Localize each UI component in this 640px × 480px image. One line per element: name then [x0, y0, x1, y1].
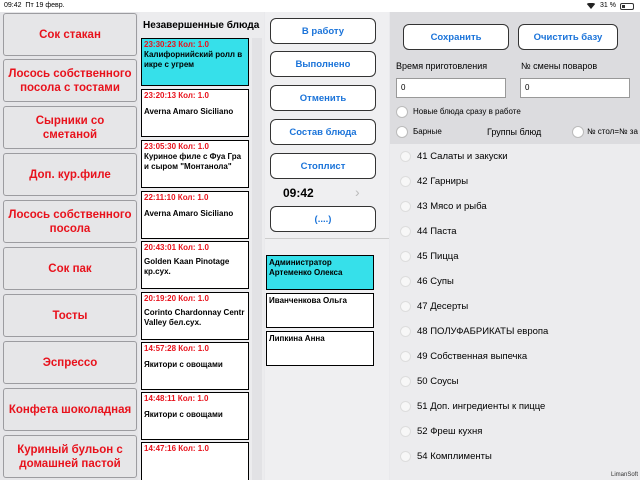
order-header: 14:47:16 Кол: 1.0 [144, 444, 209, 453]
shift-label: № смены поваров [521, 61, 598, 71]
radio-icon [400, 426, 411, 437]
order-card[interactable] [141, 342, 249, 390]
dish-button[interactable]: Конфета шоколадная [3, 388, 137, 431]
composition-button[interactable]: Состав блюда [270, 119, 376, 145]
order-name: Golden Kaan Pinotage кр.сух. [144, 257, 230, 276]
group-item[interactable] [390, 194, 640, 219]
save-button[interactable]: Сохранить [403, 24, 509, 50]
order-header: 23:30:23 Кол: 1.0 [144, 40, 209, 49]
group-label: 51 Доп. ингредиенты к пицце [417, 401, 546, 412]
order-header: 23:05:30 Кол: 1.0 [144, 142, 209, 151]
clear-db-button[interactable]: Очистить базу [518, 24, 618, 50]
group-item[interactable] [390, 219, 640, 244]
order-name: Corinto Chardonnay Centr Valley бел.сух. [144, 308, 245, 327]
group-item[interactable] [390, 369, 640, 394]
to-work-button[interactable]: В работу [270, 18, 376, 44]
group-item[interactable] [390, 144, 640, 169]
prep-time-input[interactable]: 0 [396, 78, 506, 98]
staff-item[interactable]: Иванченкова Ольга [266, 293, 374, 328]
battery-percent: 31 % [600, 2, 616, 9]
radio-icon [400, 226, 411, 237]
dish-button[interactable]: Сырники со сметаной [3, 106, 137, 149]
orders-title: Незавершенные блюда [143, 20, 260, 31]
wifi-icon [586, 3, 596, 9]
order-name: Averna Amaro Siciliano [144, 209, 234, 218]
radio-icon [400, 176, 411, 187]
radio-icon [400, 376, 411, 387]
group-item[interactable] [390, 269, 640, 294]
group-label: 46 Супы [417, 276, 454, 287]
dish-button[interactable]: Лосось собственного посола с тостами [3, 59, 137, 102]
order-card[interactable] [141, 241, 249, 289]
order-card[interactable] [141, 89, 249, 137]
radio-icon [400, 201, 411, 212]
order-header: 23:20:13 Кол: 1.0 [144, 91, 209, 100]
radio-icon [400, 251, 411, 262]
group-item[interactable] [390, 294, 640, 319]
order-header: 14:48:11 Кол: 1.0 [144, 394, 209, 403]
table-checkbox[interactable] [572, 126, 584, 138]
clock-label: 09:42 [283, 186, 314, 200]
done-button[interactable]: Выполнено [270, 51, 376, 77]
group-label: 54 Комплименты [417, 451, 492, 462]
dish-button[interactable]: Тосты [3, 294, 137, 337]
order-card[interactable] [141, 292, 249, 340]
actions-panel [265, 12, 389, 480]
group-label: 43 Мясо и рыба [417, 201, 487, 212]
cancel-button[interactable]: Отменить [270, 85, 376, 111]
group-item[interactable] [390, 444, 640, 469]
order-header: 20:43:01 Кол: 1.0 [144, 243, 209, 252]
radio-icon [400, 301, 411, 312]
shift-number-input[interactable]: 0 [520, 78, 630, 98]
dish-button[interactable]: Сок пак [3, 247, 137, 290]
order-card[interactable] [141, 442, 249, 480]
group-label: 45 Пицца [417, 251, 459, 262]
order-card[interactable] [141, 140, 249, 188]
order-header: 14:57:28 Кол: 1.0 [144, 344, 209, 353]
group-label: 41 Салаты и закуски [417, 151, 508, 162]
group-item[interactable] [390, 244, 640, 269]
group-label: 52 Фреш кухня [417, 426, 483, 437]
group-label: 47 Десерты [417, 301, 469, 312]
radio-icon [400, 401, 411, 412]
order-card[interactable] [141, 191, 249, 239]
more-button[interactable]: (....) [270, 206, 376, 232]
radio-icon [400, 351, 411, 362]
group-label: 42 Гарниры [417, 176, 469, 187]
dish-groups-list [390, 144, 640, 480]
order-card[interactable] [141, 38, 249, 86]
chevron-right-icon[interactable]: › [355, 184, 360, 200]
order-name: Калифорнийский ролл в икре с угрем [144, 50, 243, 69]
order-card[interactable] [141, 392, 249, 440]
footer-brand: LimanSoft [610, 472, 638, 478]
status-right [586, 0, 634, 12]
dish-button[interactable]: Куриный бульон с домашней пастой [3, 435, 137, 478]
staff-item[interactable]: Липкина Анна [266, 331, 374, 366]
status-time: 09:42 [4, 2, 22, 9]
dish-button[interactable]: Доп. кур.филе [3, 153, 137, 196]
bar-label: Барные [413, 127, 442, 136]
radio-icon [400, 276, 411, 287]
new-dishes-checkbox[interactable] [396, 106, 408, 118]
groups-label: Группы блюд [487, 127, 542, 137]
group-label: 50 Соусы [417, 376, 459, 387]
order-header: 20:19:20 Кол: 1.0 [144, 294, 209, 303]
group-item[interactable] [390, 344, 640, 369]
group-label: 44 Паста [417, 226, 457, 237]
group-label: 48 ПОЛУФАБРИКАТЫ европа [417, 326, 549, 337]
group-item[interactable] [390, 169, 640, 194]
unfinished-dishes-panel [140, 12, 264, 480]
orders-scrollbar[interactable] [252, 38, 262, 480]
order-name: Куриное филе с Фуа Гра и сыром "Монтанола" [144, 152, 242, 171]
bar-checkbox[interactable] [396, 126, 408, 138]
group-item[interactable] [390, 419, 640, 444]
radio-icon [400, 451, 411, 462]
dish-button[interactable]: Лосось собственного посола [3, 200, 137, 243]
status-date: Пт 19 февр. [25, 2, 65, 9]
status-time-date [4, 0, 65, 12]
new-dishes-label: Новые блюда сразу в работе [413, 107, 521, 116]
settings-panel [390, 12, 640, 480]
staff-item[interactable]: Администратор Артеменко Олекса [266, 255, 374, 290]
stoplist-button[interactable]: Стоплист [270, 153, 376, 179]
staff-panel [265, 238, 389, 480]
group-label: 49 Собственная выпечка [417, 351, 528, 362]
dish-button[interactable]: Эспрессо [3, 341, 137, 384]
order-header: 22:11:10 Кол: 1.0 [144, 193, 209, 202]
table-label: № стол=№ за [587, 127, 638, 136]
dish-button[interactable]: Сок стакан [3, 13, 137, 56]
status-bar [0, 0, 640, 12]
radio-icon [400, 326, 411, 337]
prep-time-label: Время приготовления [396, 61, 488, 71]
dish-button-column [0, 12, 138, 480]
radio-icon [400, 151, 411, 162]
order-name: Averna Amaro Siciliano [144, 107, 234, 116]
battery-icon [620, 3, 634, 10]
order-name: Якитори с овощами [144, 410, 223, 419]
order-name: Якитори с овощами [144, 360, 223, 369]
group-item[interactable] [390, 394, 640, 419]
group-item[interactable] [390, 319, 640, 344]
